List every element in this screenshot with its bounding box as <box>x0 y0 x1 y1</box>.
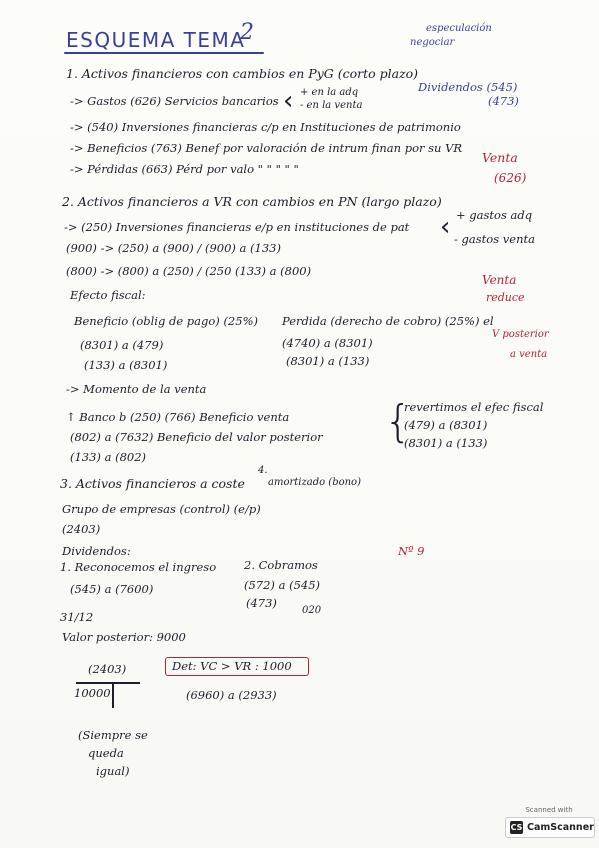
t-account-vertical-line <box>112 682 114 708</box>
section-2-heading: 2. Activos financieros a VR con cambios en PN (largo plazo) <box>62 194 442 209</box>
brace-revertimos: { <box>384 396 412 447</box>
s2-revertimos: revertimos el efec fiscal <box>404 400 544 414</box>
camscanner-name: CamScanner <box>527 822 594 833</box>
s2-beneficio-entry-1: (8301) a (479) <box>80 338 164 352</box>
s1-venta: Venta <box>482 150 518 165</box>
s2-gastos-venta: - gastos venta <box>454 232 535 246</box>
s2-a-venta: a venta <box>510 349 548 360</box>
s1-line-perdidas: -> Pérdidas (663) Pérd por valo " " " " " <box>70 162 299 176</box>
s1-line-beneficios: -> Beneficios (763) Benef por valoración de intrum finan por su VR <box>70 141 463 155</box>
s1-brace-venta: - en la venta <box>300 100 363 111</box>
s2-vposterior: V posterior <box>492 329 549 340</box>
s1-line-540: -> (540) Inversiones financieras c/p en Instituciones de patrimonio <box>70 120 461 134</box>
s2-mv-banco: ↑ Banco b (250) (766) Beneficio venta <box>66 410 290 424</box>
s2-mv-802: (802) a (7632) Beneficio del valor posterior <box>70 430 323 444</box>
s2-rev-entry-2: (8301) a (133) <box>404 436 488 450</box>
s3-det: Det: VC > VR : 1000 <box>172 659 292 673</box>
s3-t-account-code: (2403) <box>88 662 127 676</box>
s3-cobramos-020: 020 <box>302 605 322 616</box>
s1-brace-adq: + en la adq <box>300 87 359 98</box>
s1-venta-code: (626) <box>494 171 527 185</box>
s3-grupo-code: (2403) <box>62 522 101 536</box>
camscanner-badge <box>505 806 593 840</box>
s3-siempre-3: igual) <box>96 764 130 778</box>
s2-momento-venta: -> Momento de la venta <box>66 382 207 396</box>
s2-perdida-entry-1: (4740) a (8301) <box>282 336 373 350</box>
section-1-heading: 1. Activos financieros con cambios en PyG (corto plazo) <box>66 66 419 81</box>
s2-line-800: (800) -> (800) a (250) / (250 (133) a (800) <box>66 264 312 278</box>
s2-perdida: Perdida (derecho de cobro) (25%) el <box>282 314 494 328</box>
s2-venta: Venta <box>482 273 517 287</box>
title-number: 2 <box>240 20 254 45</box>
title-underline <box>64 52 264 54</box>
s3-mark-4: 4. <box>258 465 268 476</box>
s3-dividendos: Dividendos: <box>62 544 131 558</box>
camscanner-box <box>505 817 595 838</box>
s2-beneficio: Beneficio (oblig de pago) (25%) <box>74 314 258 328</box>
s1-dividendos: Dividendos (545) <box>418 80 518 94</box>
s3-n9: Nº 9 <box>398 544 425 558</box>
t-account-top-line <box>76 682 140 684</box>
s3-valor-posterior: Valor posterior: 9000 <box>62 630 186 644</box>
s2-reduce: reduce <box>486 291 525 304</box>
s3-cobramos: 2. Cobramos <box>244 558 318 572</box>
s2-gastos-adq: + gastos adq <box>456 208 533 222</box>
s2-perdida-entry-2: (8301) a (133) <box>286 354 370 368</box>
s3-cobramos-entry-2: (473) <box>246 596 277 610</box>
s1-dividendos-473: (473) <box>488 94 519 108</box>
s3-fecha: 31/12 <box>60 610 94 624</box>
s3-det-entry: (6960) a (2933) <box>186 688 277 702</box>
s2-mv-133: (133) a (802) <box>70 450 147 464</box>
s3-reconocemos-entry: (545) a (7600) <box>70 582 154 596</box>
s2-efecto-fiscal: Efecto fiscal: <box>70 288 146 302</box>
s3-grupo-empresas: Grupo de empresas (control) (e/p) <box>62 502 261 516</box>
s3-siempre-2: queda <box>88 746 124 760</box>
s2-rev-entry-1: (479) a (8301) <box>404 418 488 432</box>
note-negociar: negociar <box>410 37 455 48</box>
camscanner-logo-icon: CS <box>510 823 523 832</box>
s1-line-gastos: -> Gastos (626) Servicios bancarios <box>70 94 279 108</box>
s3-heading-note: amortizado (bono) <box>268 477 361 488</box>
brace-left: ‹ <box>283 86 294 116</box>
scanned-with-label: Scanned with <box>525 806 573 814</box>
s3-t-account-value: 10000 <box>74 686 111 700</box>
s2-line-900: (900) -> (250) a (900) / (900) a (133) <box>66 241 281 255</box>
s3-reconocemos: 1. Reconocemos el ingreso <box>60 560 217 574</box>
section-3-heading: 3. Activos financieros a coste <box>60 476 245 491</box>
s2-line-250: -> (250) Inversiones financieras e/p en instituciones de pat <box>64 220 410 234</box>
s2-beneficio-entry-2: (133) a (8301) <box>84 358 168 372</box>
s3-cobramos-entry-1: (572) a (545) <box>244 578 321 592</box>
page-title: ESQUEMA TEMA <box>66 28 246 52</box>
s3-siempre-1: (Siempre se <box>78 728 148 742</box>
brace-gastos: ‹ <box>440 212 451 242</box>
note-especulacion: especulación <box>426 23 492 34</box>
